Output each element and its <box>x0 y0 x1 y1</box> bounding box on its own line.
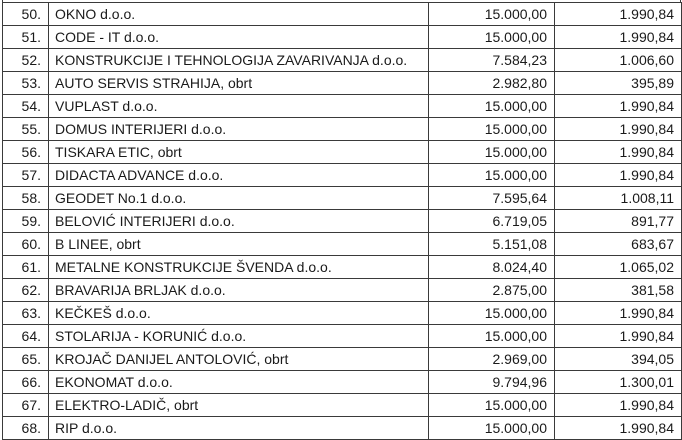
amount-eur: 394,05 <box>555 348 682 371</box>
amount-eur: 1.006,60 <box>555 49 682 72</box>
company-name: GEODET No.1 d.o.o. <box>49 187 429 210</box>
amount-kn: 15.000,00 <box>429 325 555 348</box>
table-row <box>3 417 682 440</box>
amount-kn: 7.595,64 <box>429 187 555 210</box>
company-name: B LINEE, obrt <box>49 233 429 256</box>
amount-kn: 2.875,00 <box>429 279 555 302</box>
amount-kn: 8.024,40 <box>429 256 555 279</box>
table-row <box>3 279 682 302</box>
amount-eur: 1.008,11 <box>555 187 682 210</box>
company-name: KROJAČ DANIJEL ANTOLOVIĆ, obrt <box>49 348 429 371</box>
amount-eur: 683,67 <box>555 233 682 256</box>
table-row <box>3 210 682 233</box>
row-number: 54. <box>3 95 49 118</box>
amount-eur: 1.990,84 <box>555 3 682 26</box>
amount-kn: 15.000,00 <box>429 394 555 417</box>
row-number: 65. <box>3 348 49 371</box>
row-number: 51. <box>3 26 49 49</box>
amount-kn: 2.982,80 <box>429 72 555 95</box>
table-row <box>3 26 682 49</box>
table-row <box>3 325 682 348</box>
company-name: VUPLAST d.o.o. <box>49 95 429 118</box>
amount-kn: 5.151,08 <box>429 233 555 256</box>
company-name: OKNO d.o.o. <box>49 3 429 26</box>
row-number: 58. <box>3 187 49 210</box>
amount-eur: 395,89 <box>555 72 682 95</box>
company-name: TISKARA ETIC, obrt <box>49 141 429 164</box>
amount-kn: 7.584,23 <box>429 49 555 72</box>
table-row <box>3 72 682 95</box>
row-number: 53. <box>3 72 49 95</box>
amount-kn: 15.000,00 <box>429 26 555 49</box>
amount-eur: 1.990,84 <box>555 302 682 325</box>
amount-kn: 15.000,00 <box>429 164 555 187</box>
company-name: BRAVARIJA BRLJAK d.o.o. <box>49 279 429 302</box>
row-number: 63. <box>3 302 49 325</box>
company-name: STOLARIJA - KORUNIĆ d.o.o. <box>49 325 429 348</box>
table-row <box>3 95 682 118</box>
amount-kn: 15.000,00 <box>429 118 555 141</box>
row-number: 60. <box>3 233 49 256</box>
amount-eur: 1.990,84 <box>555 164 682 187</box>
table-row <box>3 371 682 394</box>
amount-eur: 1.990,84 <box>555 417 682 440</box>
table-row <box>3 3 682 26</box>
row-number: 64. <box>3 325 49 348</box>
amount-eur: 1.990,84 <box>555 141 682 164</box>
table-row <box>3 164 682 187</box>
table-row <box>3 118 682 141</box>
row-number: 56. <box>3 141 49 164</box>
amount-kn: 15.000,00 <box>429 417 555 440</box>
table-row <box>3 187 682 210</box>
company-name: RIP d.o.o. <box>49 417 429 440</box>
company-name: KONSTRUKCIJE I TEHNOLOGIJA ZAVARIVANJA d.o.o. <box>49 49 429 72</box>
amount-eur: 1.990,84 <box>555 26 682 49</box>
amount-eur: 1.065,02 <box>555 256 682 279</box>
amount-kn: 6.719,05 <box>429 210 555 233</box>
row-number: 61. <box>3 256 49 279</box>
table-row <box>3 348 682 371</box>
amount-kn: 15.000,00 <box>429 95 555 118</box>
company-name: ELEKTRO-LADIČ, obrt <box>49 394 429 417</box>
table-row <box>3 256 682 279</box>
row-number: 66. <box>3 371 49 394</box>
amount-eur: 891,77 <box>555 210 682 233</box>
company-name: DIDACTA ADVANCE d.o.o. <box>49 164 429 187</box>
amount-eur: 1.990,84 <box>555 394 682 417</box>
table-row <box>3 233 682 256</box>
amount-eur: 1.990,84 <box>555 325 682 348</box>
row-number: 68. <box>3 417 49 440</box>
amount-kn: 15.000,00 <box>429 3 555 26</box>
row-number: 52. <box>3 49 49 72</box>
row-number: 57. <box>3 164 49 187</box>
amount-kn: 2.969,00 <box>429 348 555 371</box>
row-number: 55. <box>3 118 49 141</box>
amount-eur: 1.990,84 <box>555 118 682 141</box>
company-name: CODE - IT d.o.o. <box>49 26 429 49</box>
company-name: KEČKEŠ d.o.o. <box>49 302 429 325</box>
table-row <box>3 49 682 72</box>
amount-kn: 15.000,00 <box>429 302 555 325</box>
amount-eur: 381,58 <box>555 279 682 302</box>
row-number: 67. <box>3 394 49 417</box>
row-number: 50. <box>3 3 49 26</box>
company-name: DOMUS INTERIJERI d.o.o. <box>49 118 429 141</box>
table-row <box>3 141 682 164</box>
amount-kn: 9.794,96 <box>429 371 555 394</box>
company-name: METALNE KONSTRUKCIJE ŠVENDA d.o.o. <box>49 256 429 279</box>
company-name: AUTO SERVIS STRAHIJA, obrt <box>49 72 429 95</box>
company-name: BELOVIĆ INTERIJERI d.o.o. <box>49 210 429 233</box>
table-body <box>3 3 682 440</box>
row-number: 59. <box>3 210 49 233</box>
amount-eur: 1.990,84 <box>555 95 682 118</box>
table-row <box>3 302 682 325</box>
amount-kn: 15.000,00 <box>429 141 555 164</box>
company-name: EKONOMAT d.o.o. <box>49 371 429 394</box>
row-number: 62. <box>3 279 49 302</box>
table-row <box>3 394 682 417</box>
amount-eur: 1.300,01 <box>555 371 682 394</box>
grant-table <box>2 2 682 440</box>
